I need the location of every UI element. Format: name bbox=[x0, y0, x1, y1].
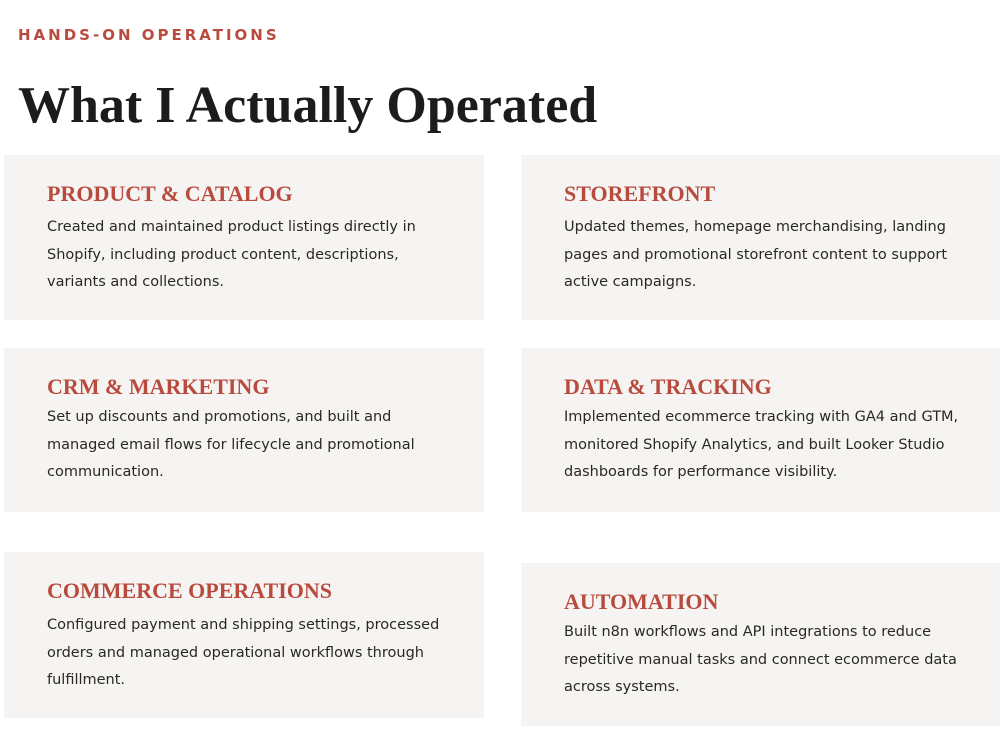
card-heading: PRODUCT & CATALOG bbox=[47, 181, 293, 206]
card-heading: COMMERCE OPERATIONS bbox=[47, 578, 332, 603]
card-heading: STOREFRONT bbox=[564, 181, 716, 206]
card-product-catalog bbox=[4, 155, 484, 320]
card-body: Set up discounts and promotions, and built and managed email flows for lifecycle and promotional communication. bbox=[47, 409, 415, 480]
card-crm-marketing bbox=[4, 348, 484, 512]
page-title: What I Actually Operated bbox=[18, 77, 598, 134]
card-heading: CRM & MARKETING bbox=[47, 374, 270, 399]
card-heading: DATA & TRACKING bbox=[564, 374, 772, 399]
card-commerce-operations bbox=[4, 552, 484, 718]
card-body: Created and maintained product listings directly in Shopify, including product content, descriptions, variants and collections. bbox=[47, 219, 416, 290]
card-body: Built n8n workflows and API integrations to reduce repetitive manual tasks and connect ecommerce data across systems. bbox=[564, 624, 957, 695]
card-automation bbox=[521, 563, 1000, 726]
card-heading: AUTOMATION bbox=[564, 589, 719, 614]
card-body: Updated themes, homepage merchandising, landing pages and promotional storefront content to support active campaigns. bbox=[564, 219, 948, 290]
card-body: Configured payment and shipping settings, processed orders and managed operational workflows through fulfillment. bbox=[47, 617, 440, 688]
card-data-tracking bbox=[521, 348, 1000, 512]
section-eyebrow: HANDS-ON OPERATIONS bbox=[18, 26, 280, 44]
card-storefront bbox=[521, 155, 1000, 320]
card-body: Implemented ecommerce tracking with GA4 and GTM, monitored Shopify Analytics, and built Looker Studio dashboards for performance visibility. bbox=[564, 409, 959, 480]
